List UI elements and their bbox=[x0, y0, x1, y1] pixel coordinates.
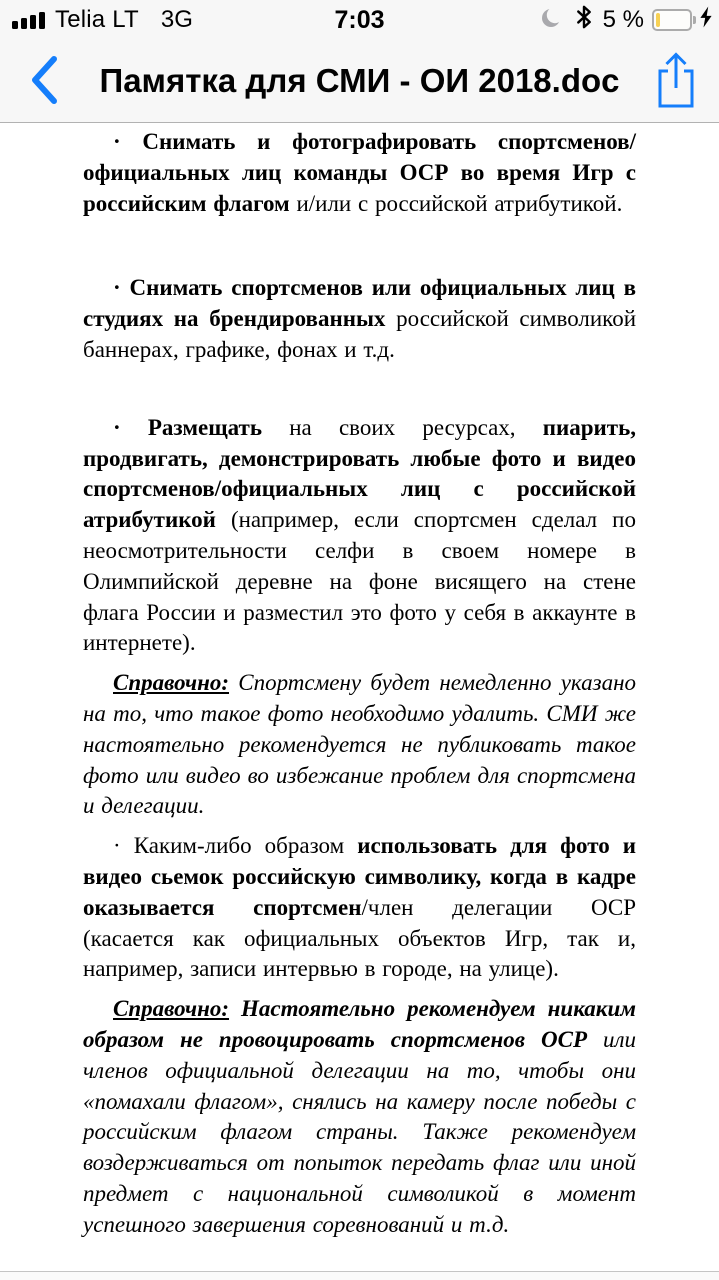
battery-icon bbox=[652, 9, 696, 31]
text-run: пиарить, продвигать, демонстрировать любые фото и видео спортсменов/официальных лиц с российской атрибутикой bbox=[83, 414, 637, 533]
doc-paragraph-1 bbox=[83, 127, 636, 219]
doc-paragraph-6-note bbox=[83, 994, 636, 1240]
text-run: Справочно: bbox=[113, 670, 230, 696]
bluetooth-icon bbox=[574, 4, 594, 37]
text-run: (например, если спортсмен сделал по неосмотрительности селфи в своем номере в Олимпийской деревне на фоне висящего на стене флага России и разместил это фото у себя в аккаунте в интернете). bbox=[83, 507, 636, 656]
doc-paragraph-2 bbox=[83, 273, 636, 365]
text-run: /член делегации ОСР (касается как официальных объектов Игр, так и, например, записи интервью в городе, на улице). bbox=[83, 894, 637, 982]
battery-fill-level bbox=[656, 13, 660, 27]
share-button[interactable] bbox=[647, 50, 705, 116]
nav-bar bbox=[0, 40, 719, 123]
battery-percent-label: 5 % bbox=[602, 6, 644, 33]
text-run: использовать для фото и видео сьемок российскую символику, когда в кадре оказывается спортсмен bbox=[83, 833, 636, 920]
clock-label: 7:03 bbox=[334, 5, 385, 34]
text-run: на своих ресурсах, bbox=[262, 414, 543, 440]
bottom-toolbar-edge bbox=[0, 1271, 719, 1280]
text-run: Настоятельно рекомендуем никаким образом не провоцировать спортсменов ОСР bbox=[83, 996, 636, 1052]
doc-paragraph-4-note bbox=[83, 668, 636, 822]
charging-bolt-icon bbox=[699, 5, 713, 36]
document-title: Памятка для СМИ - ОИ 2018.doc bbox=[99, 62, 620, 99]
document-preview-area[interactable] bbox=[0, 124, 719, 1280]
text-run: · Каким-либо образом bbox=[113, 833, 358, 859]
text-run: Справочно: bbox=[113, 996, 230, 1022]
chevron-left-icon bbox=[28, 54, 60, 111]
text-run: или членов официальной делегации на то, чтобы они «помахали флагом», снялись на камеру после победы с российским флагом страны. Также рекомендуем воздерживаться от попыток передать флаг или иной предмет с национальной символикой в момент успешного завершения соревнований и т.д. bbox=[83, 1026, 637, 1237]
text-run: и/или с российской атрибутикой. bbox=[289, 190, 623, 216]
network-type-label: 3G bbox=[160, 6, 193, 33]
text-run: · Размещать bbox=[113, 414, 263, 440]
doc-paragraph-5 bbox=[83, 831, 636, 985]
status-bar-right bbox=[540, 0, 713, 40]
status-bar bbox=[0, 0, 719, 40]
text-run: российской символикой баннерах, графике, фонах и т.д. bbox=[83, 306, 636, 362]
share-icon bbox=[653, 51, 699, 116]
text-run: Спортсмену будет немедленно указано на то, что такое фото необходимо удалить. СМИ же настоятельно рекомендуется не публиковать такое фото или видео во избежание проблем для спортсмена и делегации. bbox=[83, 670, 636, 819]
carrier-label: Telia LT bbox=[55, 6, 139, 33]
do-not-disturb-moon-icon bbox=[540, 6, 564, 37]
text-run: · Снимать спортсменов или официальных лиц в студиях на брендированных bbox=[83, 275, 636, 332]
text-run: · Снимать и фотографировать спортсменов/официальных лиц команды ОСР во время Игр с российским флагом bbox=[83, 129, 636, 216]
back-button[interactable] bbox=[18, 52, 70, 112]
doc-paragraph-3 bbox=[83, 413, 636, 659]
